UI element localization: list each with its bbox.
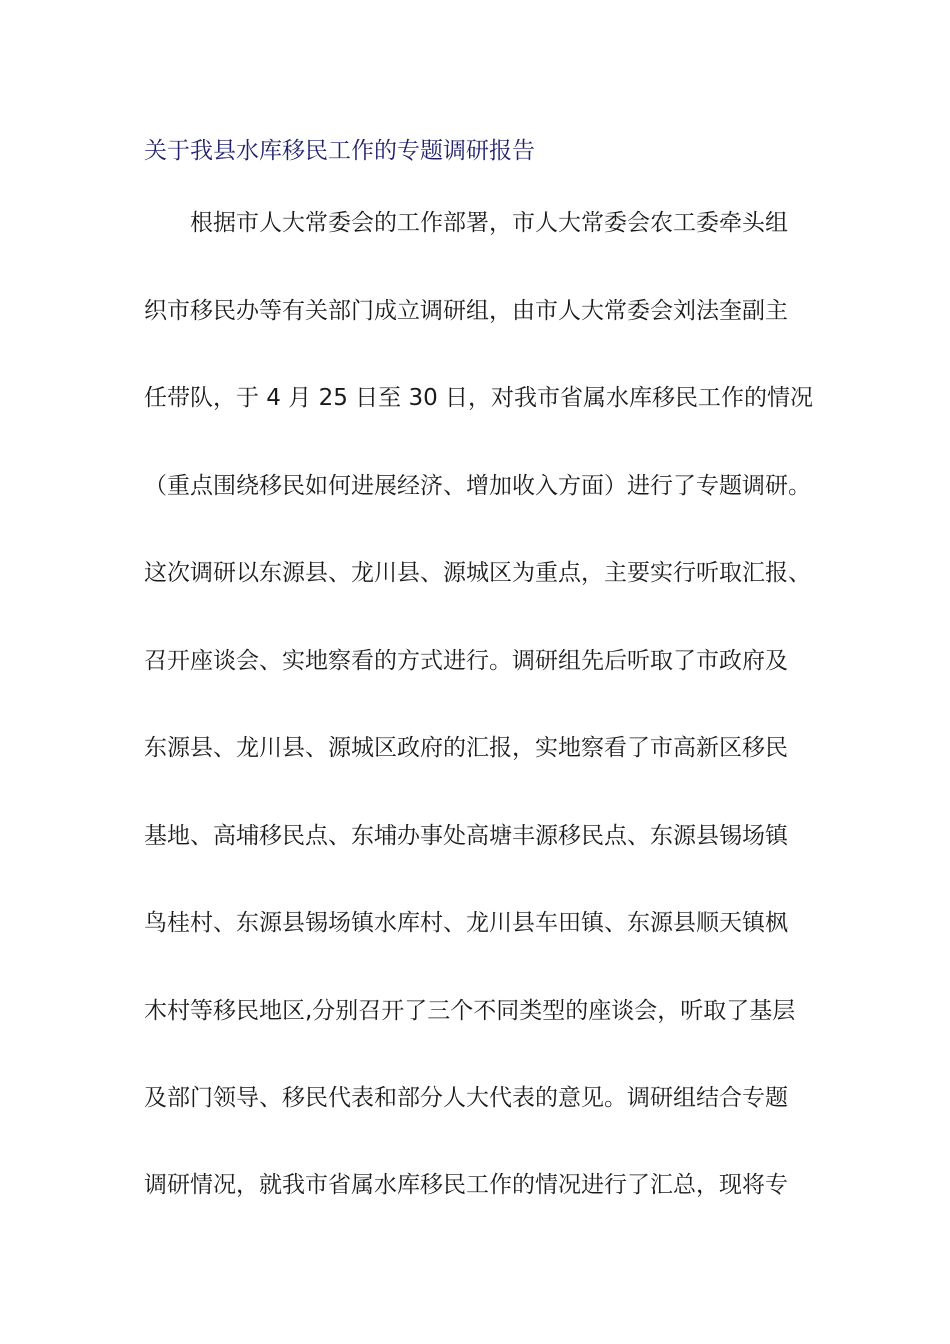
paragraph-line-8: 基地、高埔移民点、东埔办事处高塘丰源移民点、东源县锡场镇 — [144, 823, 788, 849]
paragraph-line-5: 这次调研以东源县、龙川县、源城区为重点，主要实行听取汇报、 — [144, 560, 811, 586]
paragraph-line-9: 鸟桂村、东源县锡场镇水库村、龙川县车田镇、东源县顺天镇枫 — [144, 910, 788, 936]
paragraph-line-10: 木村等移民地区,分别召开了三个不同类型的座谈会，听取了基层 — [144, 998, 796, 1024]
paragraph-line-1: 根据市人大常委会的工作部署，市人大常委会农工委牵头组 — [190, 210, 788, 236]
paragraph-line-7: 东源县、龙川县、源城区政府的汇报，实地察看了市高新区移民 — [144, 735, 788, 761]
paragraph-line-6: 召开座谈会、实地察看的方式进行。调研组先后听取了市政府及 — [144, 648, 788, 674]
document-title: 关于我县水库移民工作的专题调研报告 — [144, 138, 535, 164]
paragraph-line-12: 调研情况，就我市省属水库移民工作的情况进行了汇总，现将专 — [144, 1172, 788, 1198]
paragraph-line-3: 任带队，于 4 月 25 日至 30 日，对我市省属水库移民工作的情况 — [144, 385, 814, 411]
paragraph-line-4: （重点围绕移民如何进展经济、增加收入方面）进行了专题调研。 — [144, 473, 811, 499]
paragraph-line-2: 织市移民办等有关部门成立调研组，由市人大常委会刘法奎副主 — [144, 298, 788, 324]
paragraph-line-11: 及部门领导、移民代表和部分人大代表的意见。调研组结合专题 — [144, 1085, 788, 1111]
